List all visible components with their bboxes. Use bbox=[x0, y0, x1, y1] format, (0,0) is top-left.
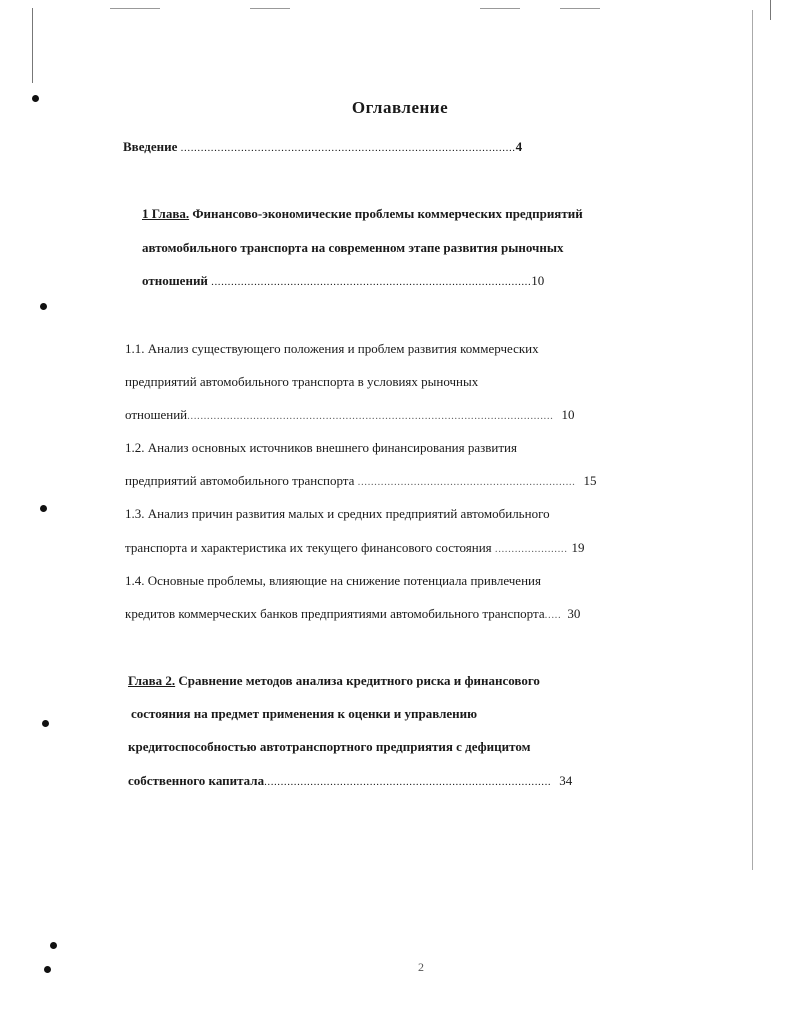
toc-page-number: 10 bbox=[531, 273, 545, 288]
toc-page-number: 30 bbox=[567, 606, 581, 621]
chapter-label: Глава 2. bbox=[128, 673, 176, 688]
scan-edge-right bbox=[752, 10, 753, 870]
toc-page-number: 4 bbox=[515, 139, 523, 154]
binding-hole-dot bbox=[50, 942, 57, 949]
chapter-title: Сравнение методов анализа кредитного риска и финансового bbox=[178, 673, 540, 688]
scan-edge-top bbox=[110, 8, 160, 9]
toc-entry-section-1-2[interactable]: 1.2. Анализ основных источников внешнего финансирования развития bbox=[125, 440, 517, 455]
toc-entry-chapter-1[interactable] bbox=[142, 206, 583, 222]
toc-title: Оглавление bbox=[351, 98, 449, 117]
toc-page-number: 15 bbox=[583, 473, 597, 488]
scan-edge-top bbox=[250, 8, 290, 9]
binding-hole-dot bbox=[40, 303, 47, 310]
chapter-title: Финансово-экономические проблемы коммерческих предприятий bbox=[192, 206, 583, 221]
toc-entry-section-1-3[interactable]: 1.3. Анализ причин развития малых и средних предприятий автомобильного bbox=[125, 506, 550, 521]
toc-leader: ....................................................................................... bbox=[264, 776, 552, 788]
toc-leader: .................................................................................................... bbox=[180, 142, 516, 154]
scan-edge-left bbox=[32, 8, 33, 83]
toc-entry-label: Введение bbox=[123, 139, 178, 154]
toc-leader: .................................................................. bbox=[357, 476, 576, 488]
toc-entry-intro[interactable] bbox=[123, 139, 522, 156]
toc-page-number: 10 bbox=[561, 407, 575, 422]
toc-page-number: 19 bbox=[571, 540, 585, 555]
binding-hole-dot bbox=[44, 966, 51, 973]
section-title-line: предприятий автомобильного транспорта .................................................................. 15 bbox=[125, 473, 597, 488]
chapter-title-line: автомобильного транспорта на современном этапе развития рыночных bbox=[142, 240, 564, 255]
section-title-line: отношений............................................................................................................... 10 bbox=[125, 407, 575, 422]
toc-entry-section-1-1[interactable]: 1.1. Анализ существующего положения и проблем развития коммерческих bbox=[125, 341, 539, 356]
chapter-title-line: кредитоспособностью автотранспортного предприятия с дефицитом bbox=[128, 739, 531, 754]
toc-leader: ................................................................................................. bbox=[211, 276, 532, 288]
chapter-label: 1 Глава. bbox=[142, 206, 190, 221]
chapter-title-line: собственного капитала....................................................................................... 34 bbox=[128, 773, 573, 788]
toc-leader: ............................................................................................................... bbox=[187, 410, 554, 422]
scan-edge-top bbox=[560, 8, 600, 9]
binding-hole-dot bbox=[42, 720, 49, 727]
section-title-line: предприятий автомобильного транспорта в условиях рыночных bbox=[125, 374, 479, 389]
binding-hole-dot bbox=[40, 505, 47, 512]
toc-page-number: 34 bbox=[559, 773, 573, 788]
section-title-line: кредитов коммерческих банков предприятиями автомобильного транспорта..... 30 bbox=[125, 606, 581, 621]
page-number: 2 bbox=[418, 960, 424, 974]
section-title-line: транспорта и характеристика их текущего финансового состояния ...................... 19 bbox=[125, 540, 585, 555]
toc-entry-chapter-2[interactable] bbox=[128, 673, 540, 689]
toc-leader: ..... bbox=[544, 609, 562, 621]
chapter-title-line: состояния на предмет применения к оценки и управлению bbox=[131, 706, 478, 721]
scan-edge-far-right bbox=[770, 0, 771, 20]
scan-edge-top bbox=[480, 8, 520, 9]
toc-leader: ...................... bbox=[494, 543, 568, 555]
toc-entry-section-1-4[interactable]: 1.4. Основные проблемы, влияющие на снижение потенциала привлечения bbox=[125, 573, 541, 588]
chapter-title-line: отношений .................................................................................................10 bbox=[142, 273, 545, 288]
